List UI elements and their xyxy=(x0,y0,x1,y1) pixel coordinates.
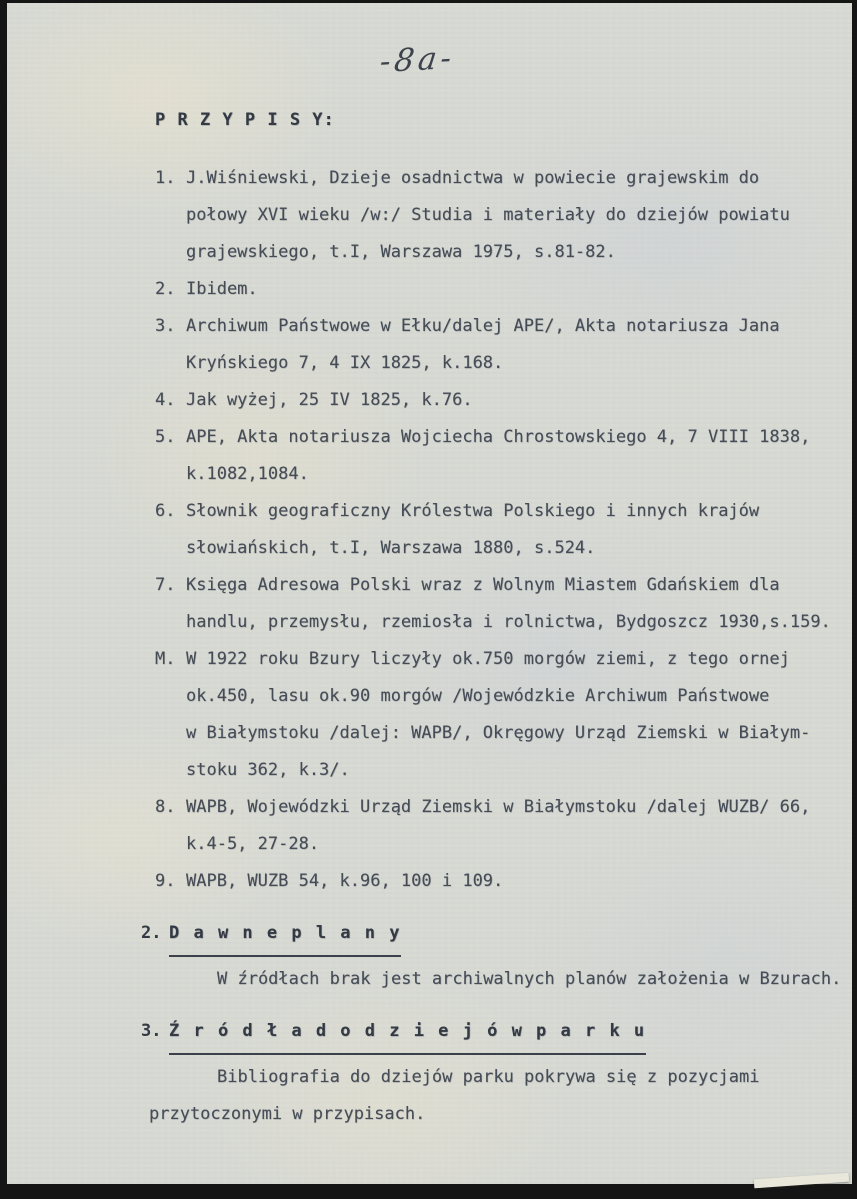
footnote-line: Archiwum Państwowe w Ełku/dalej APE/, Akta notariusza Jana xyxy=(186,316,780,336)
section-heading xyxy=(141,912,857,957)
footnote-line: ok.450, lasu ok.90 morgów /Wojewódzkie Archiwum Państwowe xyxy=(186,686,770,706)
footnote-entry xyxy=(155,789,857,863)
footnote-line: Słownik geograficzny Królestwa Polskiego i innych krajów xyxy=(186,501,760,521)
section-heading xyxy=(141,1010,857,1055)
footnote-marker: 3. xyxy=(155,316,176,336)
footnote-marker: 7. xyxy=(155,575,176,595)
footnote-line: handlu, przemysłu, rzemiosła i rolnictwa, Bydgoszcz 1930,s.159. xyxy=(186,612,831,632)
footnote-text xyxy=(186,567,857,641)
footnote-line: WAPB, WUZB 54, k.96, 100 i 109. xyxy=(186,871,504,891)
footnote-marker: 6. xyxy=(155,501,176,521)
section-marker: 2. xyxy=(141,923,162,943)
section-body xyxy=(155,961,857,998)
footnote-marker: 9. xyxy=(155,871,176,891)
footnote-text xyxy=(186,308,857,382)
section-body-line: przytoczonymi w przypisach. xyxy=(149,1104,426,1124)
scan-edge-bottom xyxy=(0,1184,857,1199)
footnote-entry xyxy=(155,641,857,789)
footnote-line: w Białymstoku /dalej: WAPB/, Okręgowy Urząd Ziemski w Białym- xyxy=(186,723,811,743)
footnote-text xyxy=(186,271,857,308)
scan-edge-left xyxy=(0,0,7,1199)
footnote-marker: 8. xyxy=(155,797,176,817)
section-marker: 3. xyxy=(141,1021,162,1041)
footnote-line: stoku 362, k.3/. xyxy=(186,760,350,780)
footnote-entry xyxy=(155,382,857,419)
footnote-entry xyxy=(155,419,857,493)
footnote-line: WAPB, Wojewódzki Urząd Ziemski w Białymstoku /dalej WUZB/ 66, xyxy=(186,797,811,817)
footnote-entry xyxy=(155,493,857,567)
footnote-line: Ibidem. xyxy=(186,279,258,299)
footnote-marker: 5. xyxy=(155,427,176,447)
footnote-text xyxy=(186,382,857,419)
section-body-line: Bibliografia do dziejów parku pokrywa się z pozycjami xyxy=(217,1067,760,1087)
footnote-entry xyxy=(155,308,857,382)
footnote-line: W 1922 roku Bzury liczyły ok.750 morgów ziemi, z tego ornej xyxy=(186,649,790,669)
footnote-entry xyxy=(155,271,857,308)
footnote-text xyxy=(186,789,857,863)
footnote-line: APE, Akta notariusza Wojciecha Chrostowskiego 4, 7 VIII 1838, xyxy=(186,427,811,447)
footnote-marker: 1. xyxy=(155,168,176,188)
section-zrodla-do-dziejow-parku xyxy=(141,1010,857,1133)
footnote-text xyxy=(186,641,857,789)
section-title: D a w n e p l a n y xyxy=(169,912,401,957)
footnote-line: Jak wyżej, 25 IV 1825, k.76. xyxy=(186,390,473,410)
footnotes-heading: P R Z Y P I S Y: xyxy=(155,110,335,130)
footnote-text xyxy=(186,419,857,493)
section-body xyxy=(149,1059,857,1133)
footnote-text xyxy=(186,863,857,900)
footnote-line: Księga Adresowa Polski wraz z Wolnym Miastem Gdańskiem dla xyxy=(186,575,780,595)
footnote-marker: 2. xyxy=(155,279,176,299)
footnote-line: k.1082,1084. xyxy=(186,464,309,484)
footnote-text xyxy=(186,493,857,567)
scan-edge-top xyxy=(0,0,857,3)
footnote-text xyxy=(186,160,857,271)
footnote-marker: M. xyxy=(155,649,176,669)
footnote-line: słowiańskich, t.I, Warszawa 1880, s.524. xyxy=(186,538,596,558)
page-content xyxy=(141,110,857,1133)
handwritten-page-number: -8a- xyxy=(377,39,458,81)
section-dawne-plany xyxy=(141,912,857,998)
footnote-line: połowy XVI wieku /w:/ Studia i materiały do dziejów powiatu xyxy=(186,205,790,225)
footnote-line: J.Wiśniewski, Dzieje osadnictwa w powiecie grajewskim do xyxy=(186,168,760,188)
section-body-line: W źródłach brak jest archiwalnych planów założenia w Bzurach. xyxy=(217,969,842,989)
footnote-line: grajewskiego, t.I, Warszawa 1975, s.81-82. xyxy=(186,242,616,262)
footnote-entry xyxy=(155,160,857,271)
section-title: Ź r ó d ł a d o d z i e j ó w p a r k u xyxy=(169,1010,646,1055)
footnote-line: k.4-5, 27-28. xyxy=(186,834,320,854)
footnote-line: Kryńskiego 7, 4 IX 1825, k.168. xyxy=(186,353,504,373)
footnote-entry xyxy=(155,567,857,641)
footnote-entry xyxy=(155,863,857,900)
footnote-marker: 4. xyxy=(155,390,176,410)
